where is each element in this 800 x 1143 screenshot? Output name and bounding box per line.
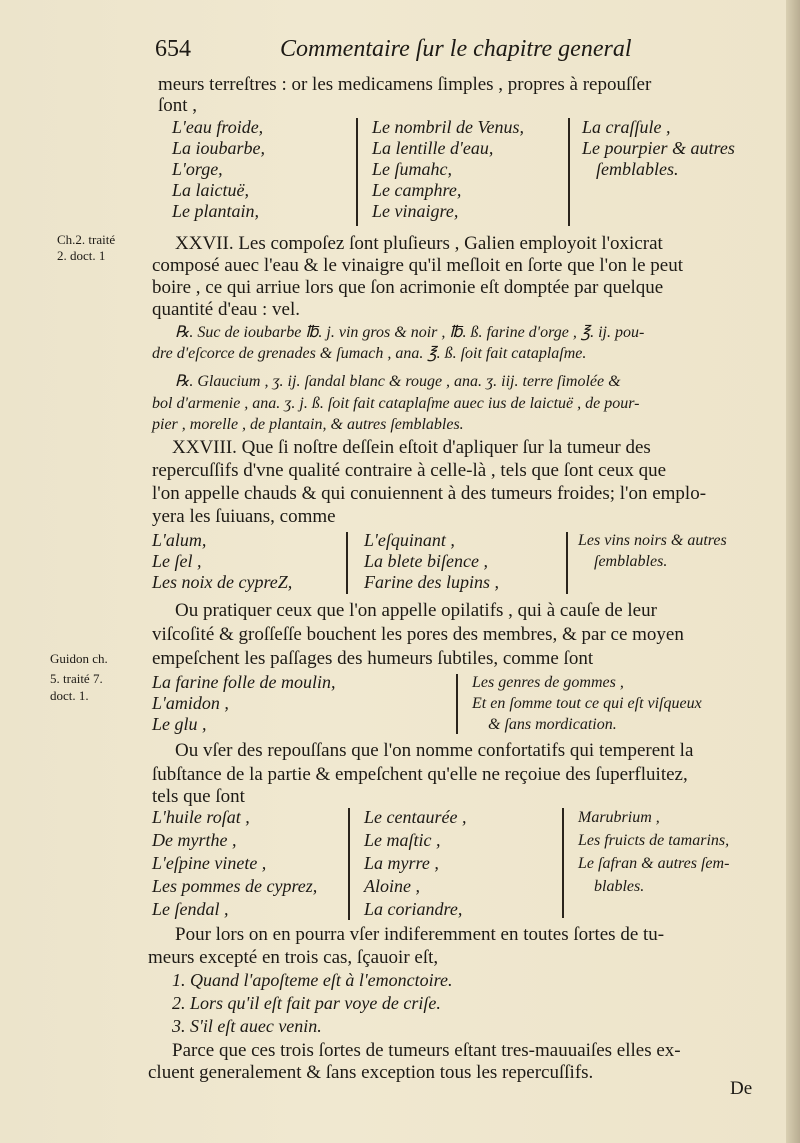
column-divider	[356, 118, 358, 226]
list-item: Le centaurée ,	[364, 807, 467, 827]
margin-note: 5. traité 7.	[50, 671, 103, 686]
text-line: tels que ſont	[152, 786, 245, 807]
running-title: Commentaire ſur le chapitre general	[280, 36, 632, 62]
list-column-a1	[172, 117, 265, 222]
list-column-d1	[152, 806, 317, 921]
text-line: Parce que ces trois ſortes de tumeurs eſtant tres-mauuaiſes elles ex-	[172, 1040, 681, 1061]
text-line: viſcoſité & groſſeſſe bouchent les pores des membres, & par ce moyen	[152, 624, 684, 645]
list-item: L'eſquinant ,	[364, 530, 455, 550]
list-item: La craſſule ,	[582, 117, 671, 137]
column-divider	[562, 808, 564, 918]
list-item: ſemblables.	[594, 553, 668, 570]
list-item: Le pourpier & autres	[582, 138, 735, 158]
list-column-b2	[364, 530, 499, 593]
margin-note: Guidon ch.	[50, 651, 108, 666]
list-item: La coriandre,	[364, 899, 463, 919]
list-item: Le camphre,	[372, 180, 462, 200]
list-column-a3	[582, 117, 735, 180]
recipe-line: dre d'eſcorce de grenades & ſumach , ana. ℥. ß. ſoit fait cataplaſme.	[152, 345, 587, 362]
text-line: l'on appelle chauds & qui conuiennent à des tumeurs froides; l'on emplo-	[152, 483, 707, 504]
numbered-item: 3. S'il eſt auec venin.	[172, 1016, 322, 1036]
list-item: Le ſel ,	[152, 551, 202, 571]
list-item: L'eau froide,	[172, 117, 264, 137]
text-line: meurs excepté en trois cas, ſçauoir eſt,	[148, 947, 439, 968]
list-column-b1	[152, 530, 292, 593]
margin-note: doct. 1.	[50, 688, 89, 703]
column-divider	[456, 674, 458, 734]
text-line: cluent generalement & ſans exception tous les repercuſſifs.	[148, 1062, 594, 1083]
list-item: Les vins noirs & autres	[578, 532, 727, 549]
list-item: Et en ſomme tout ce qui eſt viſqueux	[472, 695, 702, 712]
list-column-c1	[152, 672, 336, 735]
column-divider	[568, 118, 570, 226]
text-line: Pour lors on en pourra vſer indiferemment en toutes ſortes de tu-	[175, 924, 665, 945]
numbered-item: 1. Quand l'apoſteme eſt à l'emonctoire.	[172, 970, 453, 990]
recipe-line: ℞. Suc de ioubarbe ℔. j. vin gros & noir , ℔. ß. farine d'orge , ℥. ij. pou-	[175, 324, 645, 341]
list-item: L'orge,	[172, 159, 223, 179]
list-item: Les fruicts de tamarins,	[578, 832, 730, 849]
list-item: La farine folle de moulin,	[152, 672, 336, 692]
text-line: Ou vſer des repouſſans que l'on nomme confortatifs qui temperent la	[175, 740, 694, 761]
recipe-line: ℞. Glaucium , ʒ. ij. ſandal blanc & rouge , ana. ʒ. iij. terre ſimolée &	[175, 373, 621, 390]
text-line: XXVIII. Que ſi noſtre deſſein eſtoit d'apliquer ſur la tumeur des	[172, 437, 651, 458]
list-item: & ſans mordication.	[488, 716, 617, 733]
list-item: Le ſumahc,	[372, 159, 452, 179]
list-item: L'eſpine vinete ,	[152, 853, 267, 873]
column-divider	[566, 532, 568, 594]
text-line: composé auec l'eau & le vinaigre qu'il meſloit en ſorte que l'on le peut	[152, 255, 684, 276]
text-line: repercuſſifs d'vne qualité contraire à celle-là , tels que ſont ceux que	[152, 460, 667, 481]
text-line: XXVII. Les compoſez ſont pluſieurs , Galien employoit l'oxicrat	[175, 233, 663, 254]
list-item: Le plantain,	[172, 201, 260, 221]
list-item: Aloine ,	[364, 876, 420, 896]
list-column-a2	[372, 117, 524, 222]
list-item: La myrre ,	[364, 853, 439, 873]
text-line: empeſchent les paſſages des humeurs ſubtiles, comme ſont	[152, 648, 594, 669]
list-column-c2	[472, 672, 702, 735]
margin-note: Ch.2. traité	[57, 232, 116, 247]
list-item: Le maſtic ,	[364, 830, 441, 850]
list-column-d3	[578, 806, 729, 898]
text-line: yera les ſuiuans, comme	[152, 506, 336, 527]
list-item: Les noix de cypreZ,	[152, 572, 293, 592]
list-item: Marubrium ,	[578, 809, 660, 826]
list-column-d2	[364, 806, 466, 921]
list-item: L'amidon ,	[152, 693, 229, 713]
text-line: boire , ce qui arriue lors que ſon acrimonie eſt domptée par quelque	[152, 277, 664, 298]
margin-note: 2. doct. 1	[57, 248, 106, 263]
text-line: Ou pratiquer ceux que l'on appelle opilatifs , qui à cauſe de leur	[175, 600, 657, 621]
list-item: Farine des lupins ,	[364, 572, 499, 592]
list-item: La ioubarbe,	[172, 138, 266, 158]
list-item: La blete biſence ,	[364, 551, 488, 571]
list-item: L'alum,	[152, 530, 207, 550]
list-item: Les pommes de cyprez,	[152, 876, 318, 896]
catchword: De	[730, 1078, 753, 1099]
list-item: Les genres de gommes ,	[472, 674, 624, 691]
text-line: meurs terreſtres : or les medicamens ſimples , propres à repouſſer	[158, 74, 652, 95]
text-line: ſubſtance de la partie & empeſchent qu'elle ne reçoiue des ſuperfluitez,	[152, 764, 688, 785]
list-item: ſemblables.	[596, 159, 679, 179]
list-item: Le nombril de Venus,	[372, 117, 524, 137]
list-item: Le vinaigre,	[372, 201, 459, 221]
text-line: ſont ,	[158, 95, 198, 116]
numbered-item: 2. Lors qu'il eſt fait par voye de criſe.	[172, 993, 441, 1013]
page-number: 654	[155, 36, 191, 62]
column-divider	[348, 808, 350, 920]
page-edge	[786, 0, 800, 1143]
list-item: blables.	[594, 878, 645, 895]
list-item: La laictuë,	[172, 180, 249, 200]
column-divider	[346, 532, 348, 594]
list-item: Le ſendal ,	[152, 899, 229, 919]
recipe-line: pier , morelle , de plantain, & autres ſemblables.	[152, 416, 464, 433]
text-line: quantité d'eau : vel.	[152, 299, 300, 320]
list-item: La lentille d'eau,	[372, 138, 494, 158]
list-column-b3	[578, 530, 727, 572]
list-item: Le ſafran & autres ſem-	[578, 855, 730, 872]
list-item: L'huile roſat ,	[152, 807, 250, 827]
list-item: De myrthe ,	[152, 830, 237, 850]
list-item: Le glu ,	[152, 714, 207, 734]
recipe-line: bol d'armenie , ana. ʒ. j. ß. ſoit fait cataplaſme auec ius de laictuë , de pour-	[152, 395, 640, 412]
